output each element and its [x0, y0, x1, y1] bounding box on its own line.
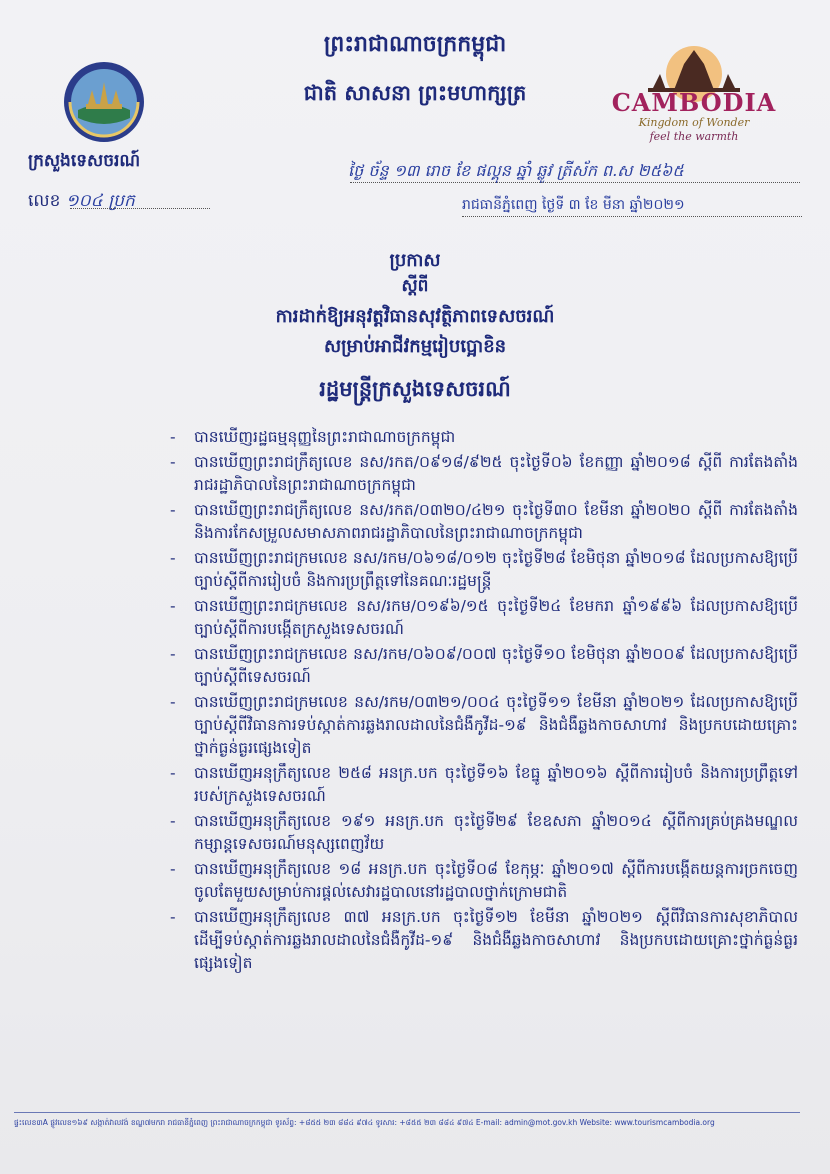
kingdom-title: ព្រះរាជាណាចក្រកម្ពុជា	[323, 32, 507, 57]
list-item: - បានឃើញព្រះរាជក្រឹត្យលេខ នស/រកត/០៩១៨/៩២៥ ចុះថ្ងៃទី០៦ ខែកញ្ញា ឆ្នាំ២០១៨ ស្តីពី ការតែងតាំងរាជរដ្ឋាភិបាលនៃព្រះរាជាណាចក្រកម្ពុជា	[170, 453, 798, 494]
issuer-title: រដ្ឋមន្ត្រីក្រសួងទេសចរណ៍	[319, 377, 511, 401]
list-item: - បានឃើញព្រះរាជក្រឹត្យលេខ នស/រកត/០៣២០/៤២១ ចុះថ្ងៃទី៣០ ខែមីនា ឆ្នាំ២០២០ ស្តីពី ការតែងតាំង និងការកែសម្រួលសមាសភាពរាជរដ្ឋាភិបាលនៃព្រះរាជាណាចក្រកម្ពុជា	[170, 501, 798, 542]
list-item: - បានឃើញព្រះរាជក្រមលេខ នស/រកម/០៣២១/០០៤ ចុះថ្ងៃទី១១ ខែមីនា ឆ្នាំ២០២១ ដែលប្រកាសឱ្យប្រើច្បាប់ស្តីពីវិធានការទប់ស្កាត់ការឆ្លងរាលដាលនៃជំងឺកូវីដ-១៩ និងជំងឺឆ្លងកាចសាហាវ និងប្រកបដោយគ្រោះថ្នាក់ធ្ងន់ធ្ងរផ្សេងទៀត	[170, 693, 798, 757]
brand-slogan: feel the warmth	[649, 130, 739, 143]
lunar-date: ថ្ងៃ ច័ន្ទ ១៣ រោច ខែ ផល្គុន ឆ្នាំ ឆ្លូវ ត្រីស័ក ព.ស ២៥៦៥	[348, 161, 684, 180]
footer-contact: ផ្ទះលេខ៣A ផ្លូវលេខ១៦៩ សង្កាត់វាលវង់ ខណ្ឌ៧មករា រាជធានីភ្នំពេញ ព្រះរាជាណាចក្រកម្ពុជា ទូរស័ព្ទ: +៨៥៥ ២៣ ៨៨៤ ៩៧៤ ទូរសារ: +៨៥៥ ២៣ ៨៨៤ ៩៧៤ E-mail: admin@mot.gov.kh Website: www.tourismcambodia.org	[14, 1118, 715, 1127]
reference-label: លេខ	[28, 191, 61, 211]
reference-value: ១០៤ ប្រក	[65, 191, 135, 211]
document-kind: ប្រកាស	[389, 250, 441, 271]
solar-date: រាជធានីភ្នំពេញ ថ្ងៃទី ៣ ខែ មីនា ឆ្នាំ២០២១	[462, 197, 685, 213]
footer-divider	[14, 1112, 800, 1113]
solar-date-line	[462, 216, 802, 217]
reference-dotted-line	[70, 208, 210, 209]
list-item: - បានឃើញព្រះរាជក្រមលេខ នស/រកម/០៦០៩/០០៧ ចុះថ្ងៃទី១០ ខែមិថុនា ឆ្នាំ២០០៩ ដែលប្រកាសឱ្យប្រើច្បាប់ស្តីពីទេសចរណ៍	[170, 645, 798, 686]
national-motto: ជាតិ សាសនា ព្រះមហាក្សត្រ	[303, 81, 527, 105]
subject-line-1: ការដាក់ឱ្យអនុវត្តវិធានសុវត្ថិភាពទេសចរណ៍	[275, 306, 555, 327]
list-item: - បានឃើញរដ្ឋធម្មនុញ្ញនៃព្រះរាជាណាចក្រកម្ពុជា	[170, 428, 456, 446]
list-item: - បានឃើញអនុក្រឹត្យលេខ ៣៧ អនក្រ.បក ចុះថ្ងៃទី១២ ខែមីនា ឆ្នាំ២០២១ ស្តីពីវិធានការសុខាភិបាលដើម្បីទប់ស្កាត់ការឆ្លងរាលដាលនៃជំងឺកូវីដ-១៩ និងជំងឺឆ្លងកាចសាហាវ និងប្រកបដោយគ្រោះថ្នាក់ធ្ងន់ធ្ងរផ្សេងទៀត	[170, 908, 798, 972]
lunar-date-line	[350, 182, 800, 183]
list-item: - បានឃើញព្រះរាជក្រមលេខ នស/រកម/០១៩៦/១៥ ចុះថ្ងៃទី២៤ ខែមករា ឆ្នាំ១៩៩៦ ដែលប្រកាសឱ្យប្រើច្បាប់ស្តីពីការបង្កើតក្រសួងទេសចរណ៍	[170, 597, 798, 638]
list-item: - បានឃើញអនុក្រឹត្យលេខ ២៥៨ អនក្រ.បក ចុះថ្ងៃទី១៦ ខែធ្នូ ឆ្នាំ២០១៦ ស្តីពីការរៀបចំ និងការប្រព្រឹត្តទៅរបស់ក្រសួងទេសចរណ៍	[170, 764, 798, 805]
legal-basis-list	[168, 426, 798, 977]
about-label: ស្តីពី	[401, 276, 429, 296]
brand-wordmark: CAMBODIA	[611, 88, 777, 117]
list-item: - បានឃើញព្រះរាជក្រមលេខ នស/រកម/០៦១៨/០១២ ចុះថ្ងៃទី២៨ ខែមិថុនា ឆ្នាំ២០១៨ ដែលប្រកាសឱ្យប្រើច្បាប់ស្តីពីការរៀបចំ និងការប្រព្រឹត្តទៅនៃគណៈរដ្ឋមន្ត្រី	[170, 549, 798, 590]
ministry-name: ក្រសួងទេសចរណ៍	[28, 151, 141, 171]
subject-line-2: សម្រាប់អាជីវកម្មរៀបប្អោខិន	[323, 336, 507, 357]
brand-tagline: Kingdom of Wonder	[638, 116, 750, 129]
list-item: - បានឃើញអនុក្រឹត្យលេខ ១៩១ អនក្រ.បក ចុះថ្ងៃទី២៩ ខែឧសភា ឆ្នាំ២០១៤ ស្តីពីការគ្រប់គ្រងមណ្ឌលកម្សាន្តទេសចរណ៍មនុស្សពេញវ័យ	[170, 812, 798, 853]
reference-number	[28, 190, 135, 215]
list-item: - បានឃើញអនុក្រឹត្យលេខ ១៨ អនក្រ.បក ចុះថ្ងៃទី០៨ ខែកុម្ភៈ ឆ្នាំ២០១៧ ស្តីពីការបង្កើតយន្តការច្រកចេញចូលតែមួយសម្រាប់ការផ្តល់សេវារដ្ឋបាលនៅរដ្ឋបាលថ្នាក់ក្រោមជាតិ	[170, 860, 798, 901]
